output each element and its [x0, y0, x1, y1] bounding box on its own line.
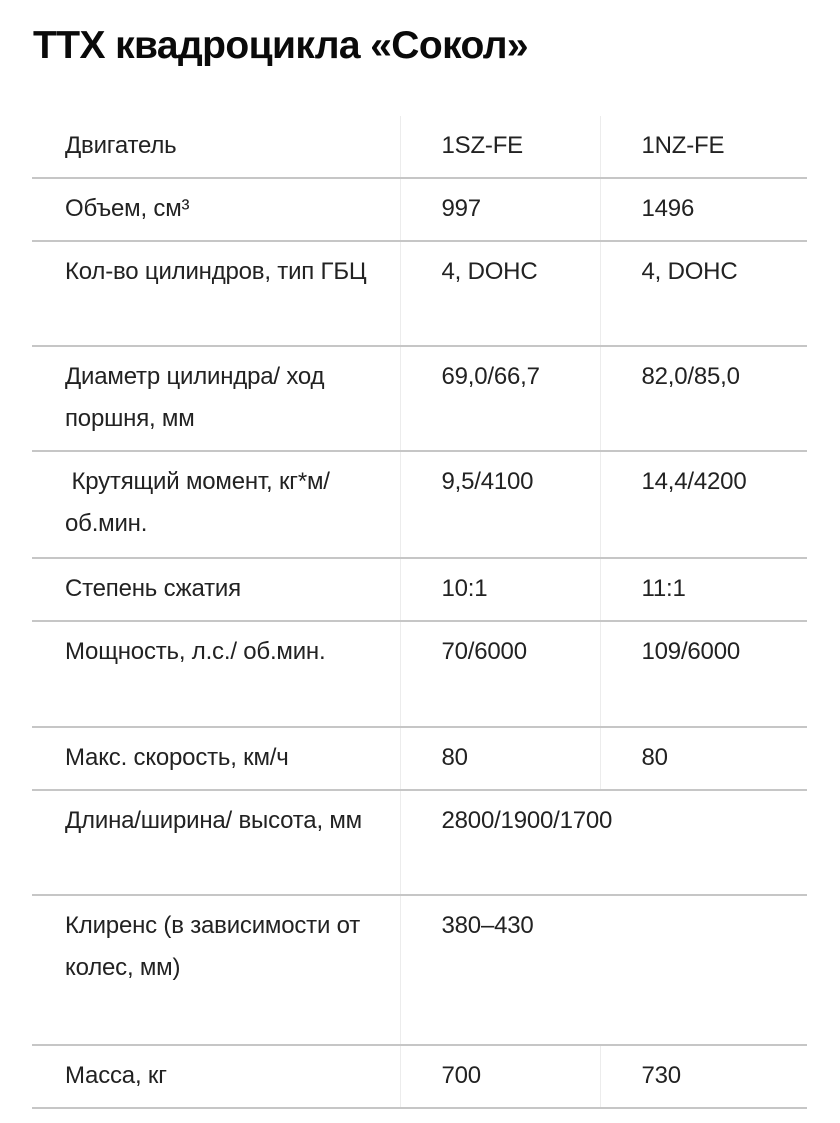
specs-table: [32, 116, 807, 1109]
value-1sz: 69,0/66,7: [400, 346, 600, 451]
value-merged: 380–430: [400, 895, 807, 1045]
row-label: Диаметр цилиндра/ ход поршня, мм: [32, 346, 400, 451]
row-label: Кол-во цилиндров, тип ГБЦ: [32, 241, 400, 346]
value-1nz: 11:1: [600, 558, 807, 621]
value-1nz: 109/6000: [600, 621, 807, 727]
table-row-engine: [32, 116, 807, 178]
value-1sz: 997: [400, 178, 600, 241]
table-row-clearance: [32, 895, 807, 1045]
value-1nz: 4, DOHC: [600, 241, 807, 346]
table-row-cylinders: [32, 241, 807, 346]
row-label: Масса, кг: [32, 1045, 400, 1108]
row-label: Длина/ширина/ высота, мм: [32, 790, 400, 895]
row-label: Макс. скорость, км/ч: [32, 727, 400, 790]
value-1nz: 730: [600, 1045, 807, 1108]
table-row-bore-stroke: [32, 346, 807, 451]
row-label: Степень сжатия: [32, 558, 400, 621]
value-1nz: 80: [600, 727, 807, 790]
value-1nz: 14,4/4200: [600, 451, 807, 558]
value-1sz: 700: [400, 1045, 600, 1108]
value-1sz: 9,5/4100: [400, 451, 600, 558]
row-label: Объем, см³: [32, 178, 400, 241]
value-1sz: 80: [400, 727, 600, 790]
table-row-dimensions: [32, 790, 807, 895]
table-row-mass: [32, 1045, 807, 1108]
value-1nz: 1496: [600, 178, 807, 241]
row-label: Клиренс (в зависимости от колес, мм): [32, 895, 400, 1045]
value-1sz: 70/6000: [400, 621, 600, 727]
row-label: Двигатель: [32, 116, 400, 178]
table-row-volume: [32, 178, 807, 241]
row-label: Мощность, л.с./ об.мин.: [32, 621, 400, 727]
value-1sz: 10:1: [400, 558, 600, 621]
value-1nz: 1NZ-FE: [600, 116, 807, 178]
table-row-max-speed: [32, 727, 807, 790]
row-label: Крутящий момент, кг*м/об.мин.: [32, 451, 400, 558]
value-1sz: 1SZ-FE: [400, 116, 600, 178]
value-1nz: 82,0/85,0: [600, 346, 807, 451]
table-row-torque: [32, 451, 807, 558]
value-1sz: 4, DOHC: [400, 241, 600, 346]
page-title: ТТХ квадроцикла «Сокол»: [33, 24, 529, 67]
table-row-power: [32, 621, 807, 727]
value-merged: 2800/1900/1700: [400, 790, 807, 895]
table-row-compression: [32, 558, 807, 621]
